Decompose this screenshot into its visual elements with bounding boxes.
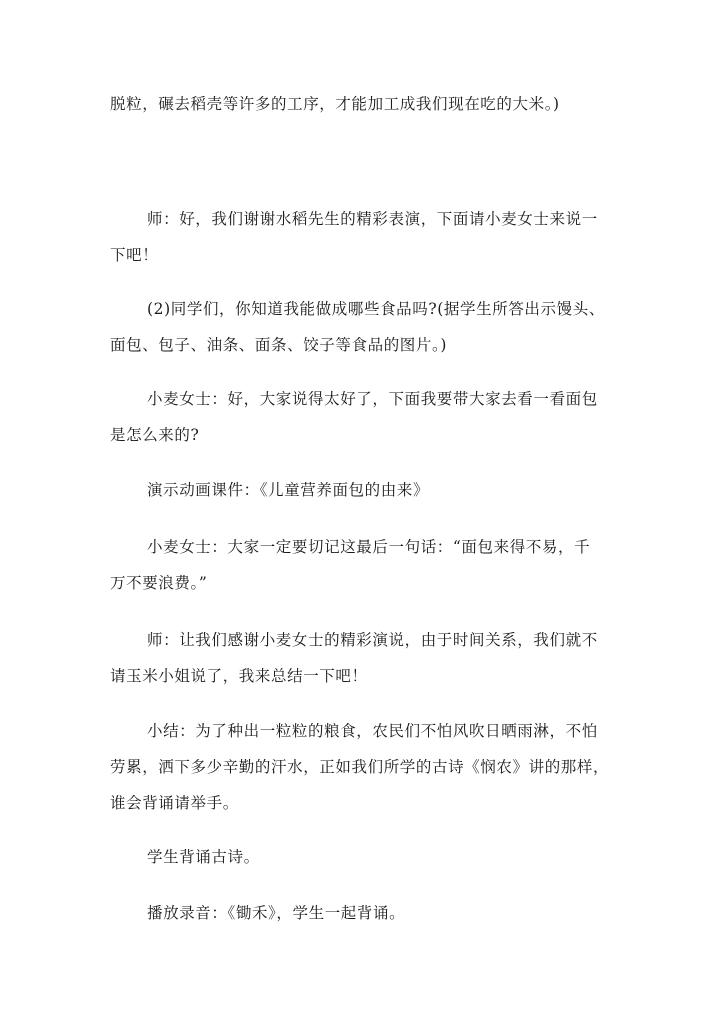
paragraph-students-recite [110, 839, 610, 875]
paragraph-wheat-bread-intro [110, 381, 610, 453]
paragraph-summary [110, 713, 610, 821]
paragraph-line: 是怎么来的? [110, 426, 200, 444]
paragraph-line: 小麦女士：好，大家说得太好了，下面我要带大家去看一看面包 [147, 390, 598, 408]
paragraph-line: 小结：为了种出一粒粒的粮食，农民们不怕风吹日晒雨淋，不怕 [147, 722, 598, 740]
paragraph-line: 师：好，我们谢谢水稻先生的精彩表演，下面请小麦女士来说一 [147, 210, 598, 228]
paragraph-animation-courseware [110, 472, 610, 508]
paragraph-line: 脱粒，碾去稻壳等许多的工序，才能加工成我们现在吃的大米。) [110, 95, 560, 113]
paragraph-teacher-thanks-rice [110, 201, 610, 273]
paragraph-line: 演示动画课件：《儿童营养面包的由来》 [147, 481, 430, 499]
paragraph-line: 劳累，洒下多少辛勤的汗水，正如我们所学的古诗《悯农》讲的那样， [110, 758, 610, 776]
paragraph-line: 学生背诵古诗。 [147, 848, 260, 866]
paragraph-line: 面包、包子、油条、面条、饺子等食品的图片。) [110, 336, 447, 354]
paragraph-wheat-last-words [110, 529, 610, 601]
paragraph-line: 万不要浪费。” [110, 574, 208, 592]
paragraph-teacher-summary-intro [110, 622, 610, 694]
paragraph-line: 小麦女士：大家一定要切记这最后一句话：“面包来得不易，千 [147, 538, 591, 556]
paragraph-line: 请玉米小姐说了，我来总结一下吧！ [110, 667, 368, 685]
paragraph-line: 谁会背诵请举手。 [110, 794, 239, 812]
paragraph-wheat-foods-question [110, 291, 610, 363]
paragraph-play-recording [110, 895, 610, 931]
paragraph-line: 下吧！ [110, 246, 159, 264]
paragraph-line: 播放录音：《锄禾》，学生一起背诵。 [147, 904, 406, 922]
paragraph-line: (2)同学们，你知道我能做成哪些食品吗?(据学生所答出示馒头、 [147, 300, 605, 318]
paragraph-rice-processing [110, 86, 610, 122]
paragraph-line: 师：让我们感谢小麦女士的精彩演说，由于时间关系，我们就不 [147, 631, 598, 649]
